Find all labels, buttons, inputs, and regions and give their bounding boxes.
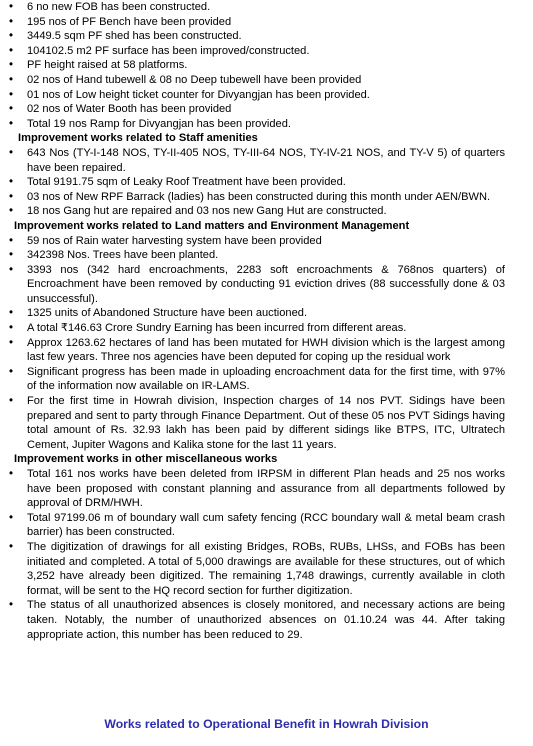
passenger-amenities-list xyxy=(0,0,533,131)
operational-benefit-title: Works related to Operational Benefit in Howrah Division xyxy=(104,717,429,731)
list-item: • For the first time in Howrah division, Inspection charges of 14 nos PVT. Sidings have been prepared and sent to party through Finance Department. Out of these 05 nos PVT Sidings having total amount of Rs. 32.93 lakh has been paid by different sidings like BTPS, ITC, Ultratech Cement, Jupiter Wagons and Kalika stone for the last 11 years. xyxy=(0,394,533,452)
land-environment-list xyxy=(0,234,533,453)
miscellaneous-works-list xyxy=(0,467,533,642)
list-item: • 18 nos Gang hut are repaired and 03 nos new Gang Hut are constructed. xyxy=(0,204,533,219)
list-item: • The status of all unauthorized absences is closely monitored, and necessary actions are being taken. Notably, the number of unauthorized absences on 01.10.24 was 44. After taking appropriate action, this number has been reduced to 29. xyxy=(0,598,533,642)
staff-amenities-list xyxy=(0,146,533,219)
list-item: • 104102.5 m2 PF surface has been improved/constructed. xyxy=(0,44,533,59)
list-item: • PF height raised at 58 platforms. xyxy=(0,58,533,73)
list-item: • 1325 units of Abandoned Structure have been auctioned. xyxy=(0,306,533,321)
list-item: • 6 no new FOB has been constructed. xyxy=(0,0,533,15)
list-item: • 03 nos of New RPF Barrack (ladies) has been constructed during this month under AEN/BWN. xyxy=(0,190,533,205)
list-item: • Approx 1263.62 hectares of land has been mutated for HWH division which is the largest among last few years. Three nos agencies have been deputed for coping up the residual work xyxy=(0,336,533,365)
land-environment-heading: Improvement works related to Land matters and Environment Management xyxy=(14,219,410,232)
list-item: • The digitization of drawings for all existing Bridges, ROBs, RUBs, LHSs, and FOBs has been initiated and completed. A total of 5,000 drawings are available for these structures, out of which 3,252 have already been digitized. The remaining 1,748 drawings, currently available in cloth format, will be sent to the HQ record section for further digitization. xyxy=(0,540,533,598)
list-item: • 02 nos of Hand tubewell & 08 no Deep tubewell have been provided xyxy=(0,73,533,88)
list-item: • Significant progress has been made in uploading encroachment data for the first time, with 97% of the information now available on IR-LAMS. xyxy=(0,365,533,394)
list-item: • Total 19 nos Ramp for Divyangjan has been provided. xyxy=(0,117,533,132)
list-item: • 643 Nos (TY-I-148 NOS, TY-II-405 NOS, TY-III-64 NOS, TY-IV-21 NOS, and TY-V 5) of quarters have been repaired. xyxy=(0,146,533,175)
list-item: • 3393 nos (342 hard encroachments, 2283 soft encroachments & 768nos quarters) of Encroachment have been removed by conducting 91 eviction drives (88 successfully done & 03 unsuccessful). xyxy=(0,263,533,307)
list-item: • 342398 Nos. Trees have been planted. xyxy=(0,248,533,263)
list-item: • 02 nos of Water Booth has been provided xyxy=(0,102,533,117)
list-item: • 3449.5 sqm PF shed has been constructed. xyxy=(0,29,533,44)
list-item: • 59 nos of Rain water harvesting system have been provided xyxy=(0,234,533,249)
list-item: • Total 9191.75 sqm of Leaky Roof Treatment have been provided. xyxy=(0,175,533,190)
miscellaneous-works-heading: Improvement works in other miscellaneous works xyxy=(14,453,278,466)
staff-amenities-heading: Improvement works related to Staff amenities xyxy=(18,132,258,145)
list-item: • A total ₹146.63 Crore Sundry Earning has been incurred from different areas. xyxy=(0,321,533,336)
list-item: • Total 161 nos works have been deleted from IRPSM in different Plan heads and 25 nos works have been proposed with constant planning and assurance from all departments followed by approval of DRM/HWH. xyxy=(0,467,533,511)
list-item: • 195 nos of PF Bench have been provided xyxy=(0,15,533,30)
list-item: • Total 97199.06 m of boundary wall cum safety fencing (RCC boundary wall & metal beam crash barrier) has been constructed. xyxy=(0,511,533,540)
list-item: • 01 nos of Low height ticket counter for Divyangjan has been provided. xyxy=(0,88,533,103)
